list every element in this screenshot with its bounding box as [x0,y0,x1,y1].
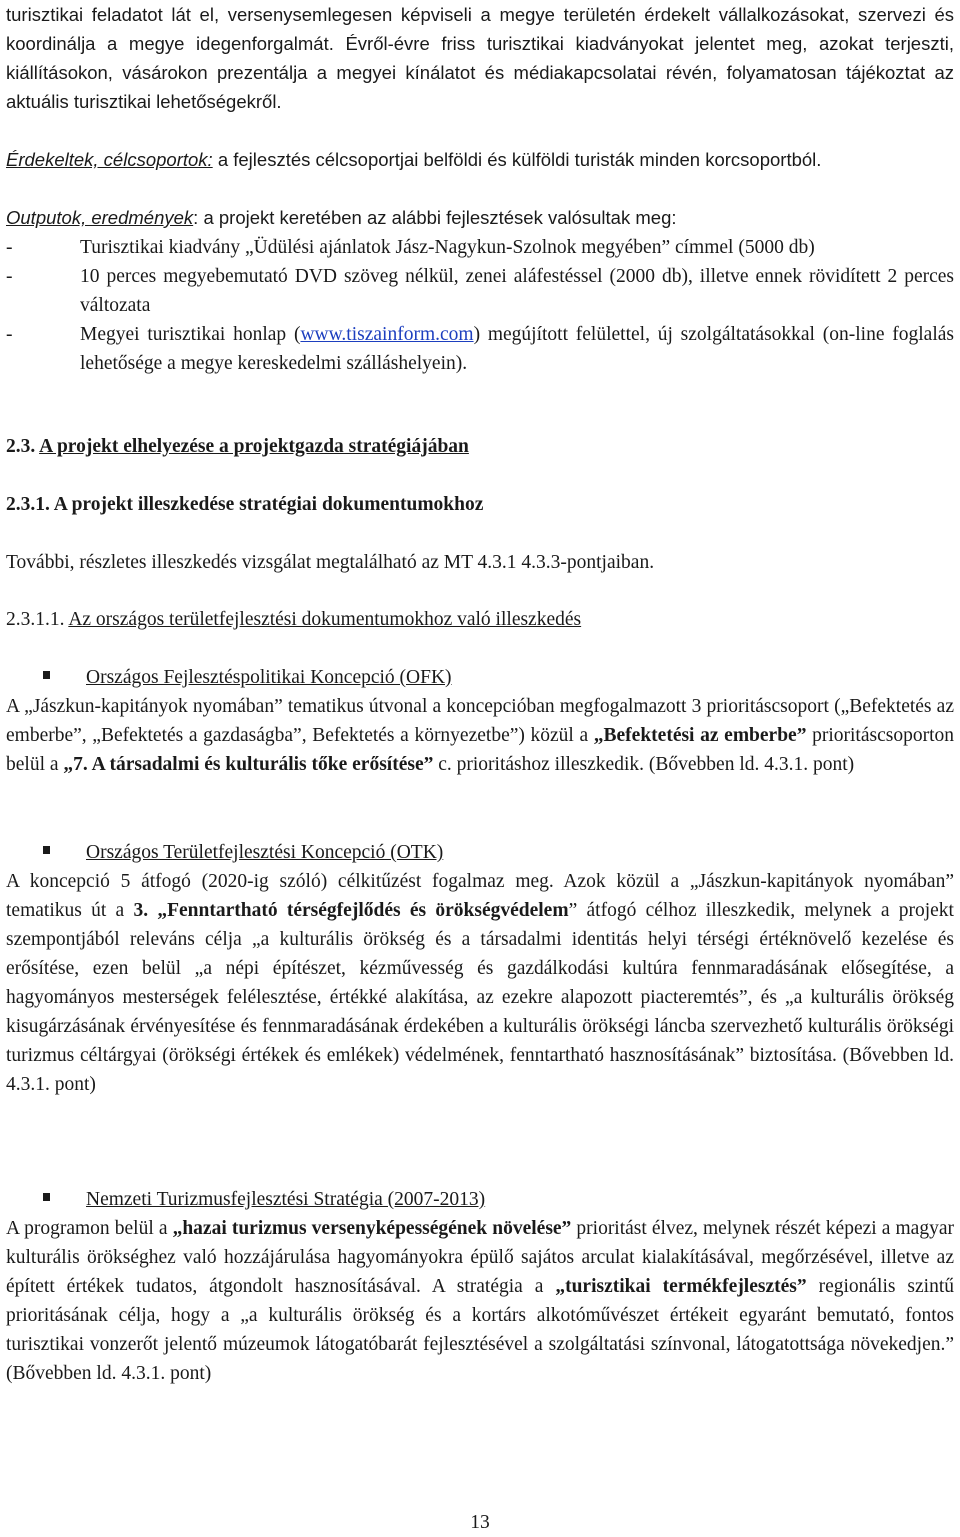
ntfs-text-3: regionális szintű prioritásának célja, hogy a „a kulturális örökség és a kortárs alkotóművészet értékeit egyaránt bemutató, fontos turisztikai vonzerőt jelentő múzeumok látogatóbarát fejlesztésével a szolgáltatási színvonal, látogatottsága növekedjen.” (Bővebben ld. 4.3.1. pont) [6,1276,954,1384]
intro-line-1: turisztikai feladatot lát el, versenysemlegesen képviseli a megye területén érdekelt [6,4,711,25]
outputs-text: : a projekt keretében az alábbi fejlesztések valósultak meg: [193,207,677,228]
dash-marker: - [6,237,13,258]
ntfs-text-2: prioritást élvez, melynek részét képezi a magyar kulturális örökséghez való hozzájárulása hagyományokra épülő sajátos arculat kialakításával, megőrzésével, illetve az épített értékek tudatos, átgondolt hasznosításával. A stratégia a [6,1218,954,1297]
ntfs-heading [86,1185,954,1214]
ofk-text-3: c. prioritáshoz illeszkedik. (Bővebben ld. 4.3.1. pont) [433,754,855,775]
bullet-square-icon [43,1193,50,1201]
further-paragraph: További, részletes illeszkedés vizsgálat megtalálható az MT 4.3.1 4.3.3-pontjaiban. [6,552,655,573]
list-item [6,320,954,378]
targets-label: Érdekeltek, célcsoportok: [6,149,213,170]
ofk-text-1: A „Jászkun-kapitányok nyomában” tematikus útvonal a koncepcióban megfogalmazott 3 prioritáscsoport („Befektetés az emberbe”, „Befektetés a gazdaságba”, Befektetés a környezetbe”) közül a [6,696,954,746]
ntfs-text-1: A programon belül a [6,1218,173,1239]
section-2-3-heading [6,432,954,461]
section-2-3-1-heading [6,490,954,519]
outputs-block [6,203,954,378]
section-number: 2.3.1. [6,494,50,515]
section-2-3-1-1-heading [6,605,954,634]
otk-heading [86,838,954,867]
intro-line-2: vállalkozásokat, szervezi és koordinálja a megye idegenforgalmát. [6,4,955,54]
otk-text-2: ” átfogó célhoz illeszkedik, melynek a projekt szempontjából releváns célja „a kulturális örökség és a társadalmi identitás helyi térségi értéknövelő kezelése és erősítése, ezen belül „a népi építészet, kézművesség és gazdálkodási kultúra fennmaradásának elősegítése, a hagyományos mesterségek felélesztése, értékké alakítása, az ezekre alapozott piacteremtés”, és „a kulturális örökség kisugárzásának érvényesítése és fennmaradásának érdekében a kulturális örökségi láncba szervezhető kulturális örökségi turizmus céltárgyai (örökségi értékek és emlékek) védelmének, fenntartható hasznosításának” biztosítása. (Bővebben ld. 4.3.1. pont) [6,900,954,1095]
otk-paragraph [6,867,954,1099]
list-item [6,262,954,320]
section-number: 2.3.1.1. [6,609,65,630]
ntfs-paragraph [6,1214,954,1388]
intro-line-2b: Évről-évre friss turisztikai [333,33,564,54]
dash-marker: - [6,324,13,345]
targets-paragraph [6,145,954,174]
ntfs-bold-2: „turisztikai termékfejlesztés” [555,1276,807,1297]
outputs-intro [6,203,954,233]
list-item [6,233,954,262]
ofk-heading [86,663,954,692]
page-number: 13 [470,1512,490,1533]
otk-bold-1: 3. „Fenntartható térségfejlődés és örökségvédelem [133,900,569,921]
ntfs-heading-text: Nemzeti Turizmusfejlesztési Stratégia (2007-2013) [86,1189,486,1210]
otk-heading-text: Országos Területfejlesztési Koncepció (OTK) [86,842,444,863]
bullet-square-icon [43,846,50,854]
output-item-3-before: Megyei turisztikai honlap ( [80,324,301,345]
targets-text: a fejlesztés célcsoportjai belföldi és külföldi turisták minden korcsoportból. [212,149,822,170]
outputs-label: Outputok, eredmények [6,207,194,228]
ofk-bold-1: „Befektetési az emberbe” [593,725,807,746]
ofk-heading-text: Országos Fejlesztéspolitikai Koncepció (OFK) [86,667,452,688]
outputs-list [6,233,954,378]
ofk-paragraph [6,692,954,779]
ofk-text-2: prioritáscsoporton belül a [6,725,954,775]
output-item-3-after: ) megújított felülettel, új szolgáltatásokkal (on-line foglalás lehetősége a megye kereskedelmi szálláshelyein). [80,324,954,374]
otk-text-1: A koncepció 5 átfogó (2020-ig szóló) célkitűzést fogalmaz meg. Azok közül a „Jászkun-kapitányok nyomában” tematikus út a [6,871,954,921]
website-link[interactable]: www.tiszainform.com [300,324,474,345]
intro-paragraph [6,0,954,116]
intro-rest: kiadványokat jelentet meg, azokat terjeszti, kiállításokon, vásárokon prezentálja a megyei kínálatot és médiakapcsolatai révén, folyamatosan tájékoztat az aktuális turisztikai lehetőségekről. [6,33,954,112]
output-item-1: Turisztikai kiadvány „Üdülési ajánlatok Jász-Nagykun-Szolnok megyében” címmel (5000 db) [80,237,815,258]
output-item-2: 10 perces megyebemutató DVD szöveg nélkül, zenei aláfestéssel (2000 db), illetve ennek rövidített 2 perces változata [80,266,954,316]
section-title: A projekt illeszkedése stratégiai dokumentumokhoz [53,494,484,515]
bullet-square-icon [43,671,50,679]
section-title: A projekt elhelyezése a projektgazda stratégiájában [39,436,469,457]
dash-marker: - [6,266,13,287]
section-number: 2.3. [6,436,36,457]
section-title: Az országos területfejlesztési dokumentumokhoz való illeszkedés [68,609,582,630]
ntfs-bold-1: „hazai turizmus versenyképességének növelése” [172,1218,572,1239]
ofk-bold-2: „7. A társadalmi és kulturális tőke erősítése” [63,754,434,775]
